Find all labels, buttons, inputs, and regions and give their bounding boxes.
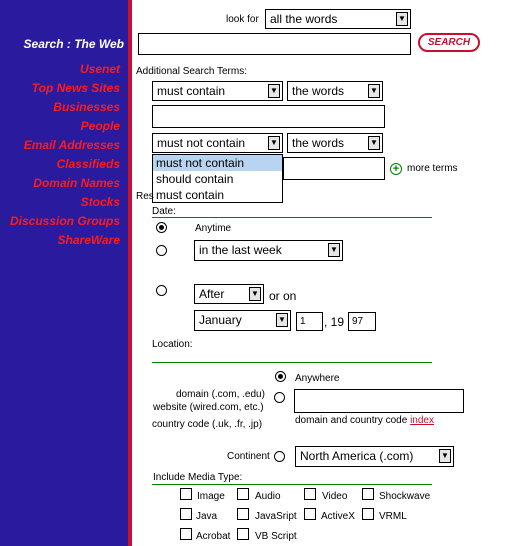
sidebar-item-domain-names[interactable]: Domain Names <box>33 176 120 190</box>
media-java-checkbox[interactable] <box>180 508 192 520</box>
media-video-checkbox[interactable] <box>304 488 316 500</box>
date-comparator-value: After <box>199 287 225 301</box>
chevron-down-icon: ▼ <box>268 84 280 98</box>
continent-label: Continent <box>227 451 270 462</box>
media-activex-checkbox[interactable] <box>304 508 316 520</box>
date-period-radio[interactable] <box>156 245 167 256</box>
divider <box>152 484 432 485</box>
sidebar-item-email-addresses[interactable]: Email Addresses <box>23 138 120 152</box>
divider <box>152 362 432 363</box>
sidebar-item-businesses[interactable]: Businesses <box>53 100 120 114</box>
date-anytime-radio[interactable] <box>156 222 167 233</box>
chevron-down-icon: ▼ <box>268 136 280 150</box>
date-month-select[interactable] <box>194 310 291 331</box>
media-shockwave-checkbox[interactable] <box>362 488 374 500</box>
domain-input[interactable] <box>294 389 464 413</box>
term1-input[interactable] <box>152 105 385 128</box>
media-shockwave-label: Shockwave <box>379 491 431 502</box>
date-comparator-select[interactable] <box>194 284 264 304</box>
search-button[interactable]: SEARCH <box>418 33 480 52</box>
location-continent-radio[interactable] <box>274 451 285 462</box>
location-label: Location: <box>152 339 193 350</box>
look-for-label: look for <box>226 14 259 25</box>
term2-mode-value: must not contain <box>157 136 246 150</box>
chevron-down-icon: ▼ <box>328 243 340 257</box>
media-vrml-label: VRML <box>379 511 407 522</box>
location-domain-radio[interactable] <box>274 392 285 403</box>
domain-label-line2: website (wired.com, etc.) <box>153 402 264 413</box>
term2-match-select[interactable] <box>287 133 383 153</box>
date-year-input[interactable]: 97 <box>348 312 376 331</box>
location-anywhere-label: Anywhere <box>295 373 340 384</box>
look-for-select[interactable] <box>265 9 411 29</box>
term2-mode-select[interactable] <box>152 133 283 153</box>
media-audio-label: Audio <box>255 491 281 502</box>
date-label: Date: <box>152 206 176 217</box>
media-activex-label: ActiveX <box>321 511 355 522</box>
domain-label-line1: domain (.com, .edu) <box>176 389 265 400</box>
plus-icon[interactable]: + <box>390 163 402 175</box>
date-period-value: in the last week <box>199 243 282 257</box>
term1-match-select[interactable] <box>287 81 383 101</box>
chevron-down-icon: ▼ <box>439 449 451 463</box>
sidebar-item-top-news-sites[interactable]: Top News Sites <box>31 81 120 95</box>
more-terms-link[interactable]: more terms <box>407 163 458 174</box>
chevron-down-icon: ▼ <box>396 12 408 26</box>
look-for-value: all the words <box>270 12 338 26</box>
media-video-label: Video <box>322 491 348 502</box>
index-link[interactable]: index <box>410 415 434 426</box>
dropdown-option[interactable]: should contain <box>156 172 234 186</box>
search-input[interactable] <box>138 33 411 55</box>
media-label: Include Media Type: <box>153 472 243 483</box>
date-month-value: January <box>199 313 242 327</box>
media-vbscript-checkbox[interactable] <box>237 528 249 540</box>
sidebar-item-stocks[interactable]: Stocks <box>80 195 120 209</box>
media-vbscript-label: VB Script <box>255 531 297 542</box>
comma-19-label: , 19 <box>324 315 345 329</box>
sidebar-divider <box>128 0 132 546</box>
date-specific-radio[interactable] <box>156 285 167 296</box>
date-day-input[interactable]: 1 <box>296 312 323 331</box>
media-acrobat-checkbox[interactable] <box>180 528 192 540</box>
media-image-label: Image <box>197 491 225 502</box>
restrict-label: Res <box>136 191 154 202</box>
sidebar-item-classifieds[interactable]: Classifieds <box>56 157 120 171</box>
chevron-down-icon: ▼ <box>249 287 261 301</box>
dropdown-option[interactable]: must not contain <box>153 155 282 171</box>
media-java-label: Java <box>196 511 218 522</box>
media-javascript-label: JavaSript <box>255 511 297 522</box>
sidebar-item-discussion-groups[interactable]: Discussion Groups <box>9 214 120 228</box>
term1-match-value: the words <box>292 84 345 98</box>
date-period-select[interactable] <box>194 240 343 261</box>
sidebar-title: Search : The Web <box>23 37 124 51</box>
term1-mode-select[interactable] <box>152 81 283 101</box>
media-audio-checkbox[interactable] <box>237 488 249 500</box>
sidebar-item-shareware[interactable]: ShareWare <box>57 233 120 247</box>
location-anywhere-radio[interactable] <box>275 371 286 382</box>
date-anytime-label: Anytime <box>195 223 232 234</box>
continent-value: North America (.com) <box>300 449 414 463</box>
media-acrobat-label: Acrobat <box>196 531 231 542</box>
term2-input[interactable] <box>283 157 385 180</box>
additional-terms-label: Additional Search Terms: <box>136 66 247 77</box>
code-hint-text: domain and country code <box>295 415 408 426</box>
term2-match-value: the words <box>292 136 345 150</box>
chevron-down-icon: ▼ <box>368 136 380 150</box>
chevron-down-icon: ▼ <box>368 84 380 98</box>
continent-select[interactable] <box>295 446 454 467</box>
media-javascript-checkbox[interactable] <box>237 508 249 520</box>
code-hint <box>295 415 434 426</box>
chevron-down-icon: ▼ <box>276 313 288 327</box>
or-on-label: or on <box>269 289 297 303</box>
sidebar-item-usenet[interactable]: Usenet <box>79 62 120 76</box>
term1-mode-value: must contain <box>157 84 226 98</box>
sidebar-item-people[interactable]: People <box>80 119 120 133</box>
media-image-checkbox[interactable] <box>180 488 192 500</box>
dropdown-option[interactable]: must contain <box>156 188 225 202</box>
media-vrml-checkbox[interactable] <box>362 508 374 520</box>
divider <box>152 217 432 218</box>
term2-mode-dropdown-list <box>152 154 283 203</box>
domain-label-line3: country code (.uk, .fr, .jp) <box>152 419 263 430</box>
